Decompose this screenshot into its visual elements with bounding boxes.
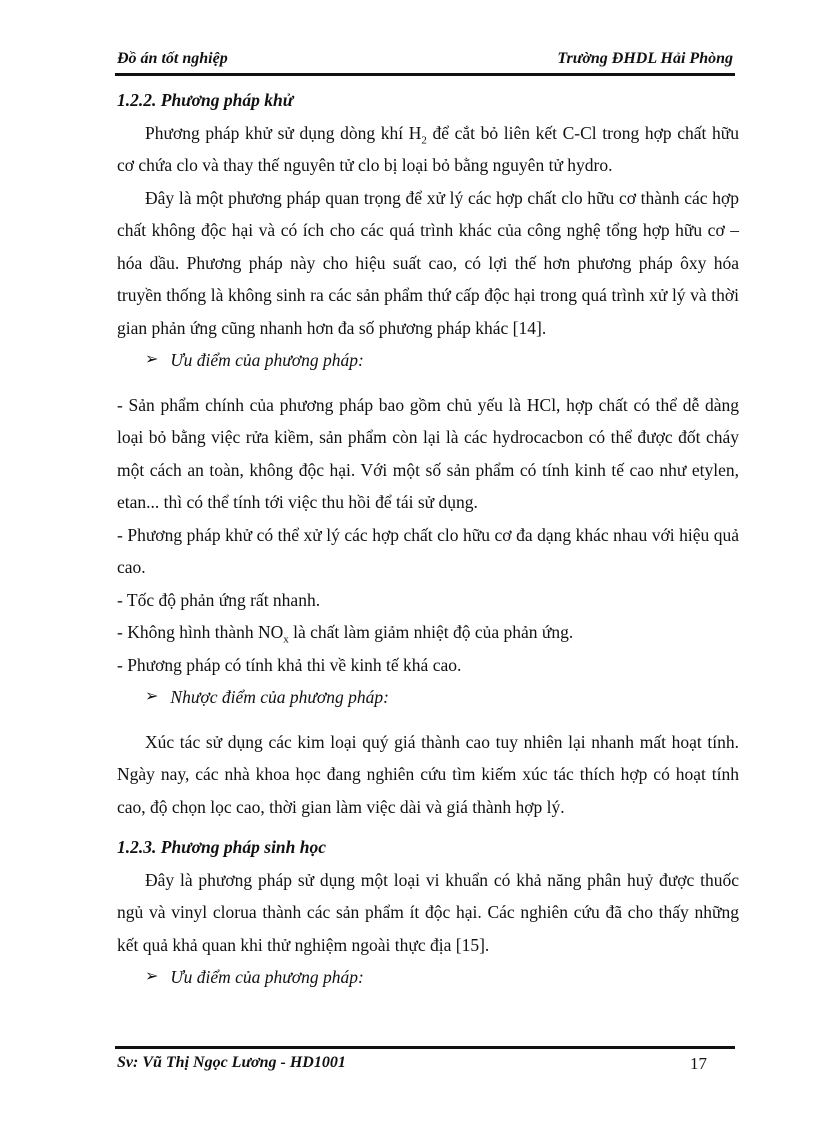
- section-122-paragraph-2: Đây là một phương pháp quan trọng để xử lý các hợp chất clo hữu cơ thành các hợp chất không độc hại và có ích cho các quá trình khác của công nghệ tổng hợp hữu cơ – hóa dầu. Phương pháp này cho hiệu suất cao, có lợi thế hơn phương pháp ôxy hóa truyền thống là không sinh ra các sản phẩm thứ cấp độc hại trong quá trình xử lý và thời gian phản ứng cũng nhanh hơn đa số phương pháp khác [14].: [117, 187, 739, 338]
- section-122-heading: 1.2.2. Phương pháp khử: [117, 90, 294, 110]
- footer-student-label: Sv: Vũ Thị Ngọc Lương - HD1001: [117, 1054, 346, 1071]
- header-university-label: Trường ĐHDL Hải Phòng: [557, 50, 733, 67]
- advantage-item-2: - Phương pháp khử có thể xử lý các hợp chất clo hữu cơ đa dạng khác nhau với hiệu quả cao.: [117, 524, 739, 577]
- header-thesis-label: Đồ án tốt nghiệp: [117, 50, 228, 67]
- advantage-item-4: - Không hình thành $NO_x$ là chất làm giảm nhiệt độ của phản ứng.: [117, 622, 574, 646]
- header-divider: [115, 73, 735, 76]
- page-number: 17: [690, 1054, 707, 1073]
- arrowhead-bullet-icon: ➢: [145, 688, 159, 705]
- advantage-item-1: - Sản phẩm chính của phương pháp bao gồm chủ yếu là HCl, hợp chất có thể dễ dàng loại bỏ bằng việc rửa kiềm, sản phẩm còn lại là các hydrocacbon có thể được đốt cháy một cách an toàn, không độc hại. Với một số sản phẩm có tính kinh tế cao như etylen, etan... thì có thể tính tới việc thu hồi để tái sử dụng.: [117, 394, 739, 512]
- page-header: [117, 48, 733, 70]
- section-123-heading: 1.2.3. Phương pháp sinh học: [117, 837, 327, 857]
- advantage-item-3: - Tốc độ phản ứng rất nhanh.: [117, 589, 321, 610]
- advantages-heading: ➢ Ưu điểm của phương pháp:: [117, 344, 739, 377]
- footer-divider: [115, 1046, 735, 1049]
- section-123-advantages-heading: ➢ Ưu điểm của phương pháp:: [117, 961, 739, 994]
- arrowhead-bullet-icon: ➢: [145, 351, 159, 368]
- section-123-paragraph-1: Đây là phương pháp sử dụng một loại vi khuẩn có khả năng phân huỷ được thuốc ngủ và vinyl clorua thành các sản phẩm ít độc hại. Các nghiên cứu đã cho thấy những kết quả khả quan khi thử nghiệm ngoài thực địa [15].: [117, 869, 739, 955]
- advantage-item-5: - Phương pháp có tính khả thi về kinh tế khá cao.: [117, 654, 462, 675]
- page-body: [117, 84, 739, 994]
- arrowhead-bullet-icon: ➢: [145, 968, 159, 985]
- section-122-paragraph-1: Phương pháp khử sử dụng dòng khí $H_2$ để cắt bỏ liên kết C-Cl trong hợp chất hữu cơ chứa clo và thay thế nguyên tử clo bị loại bỏ bằng nguyên tử hydro.: [117, 122, 739, 175]
- disadvantages-heading: ➢ Nhược điểm của phương pháp:: [117, 681, 739, 714]
- page-footer: [117, 1054, 733, 1078]
- disadvantages-paragraph: Xúc tác sử dụng các kim loại quý giá thành cao tuy nhiên lại nhanh mất hoạt tính. Ngày nay, các nhà khoa học đang nghiên cứu tìm kiếm xúc tác thích hợp có hoạt tính cao, độ chọn lọc cao, thời gian làm việc dài và giá thành hợp lý.: [117, 731, 739, 817]
